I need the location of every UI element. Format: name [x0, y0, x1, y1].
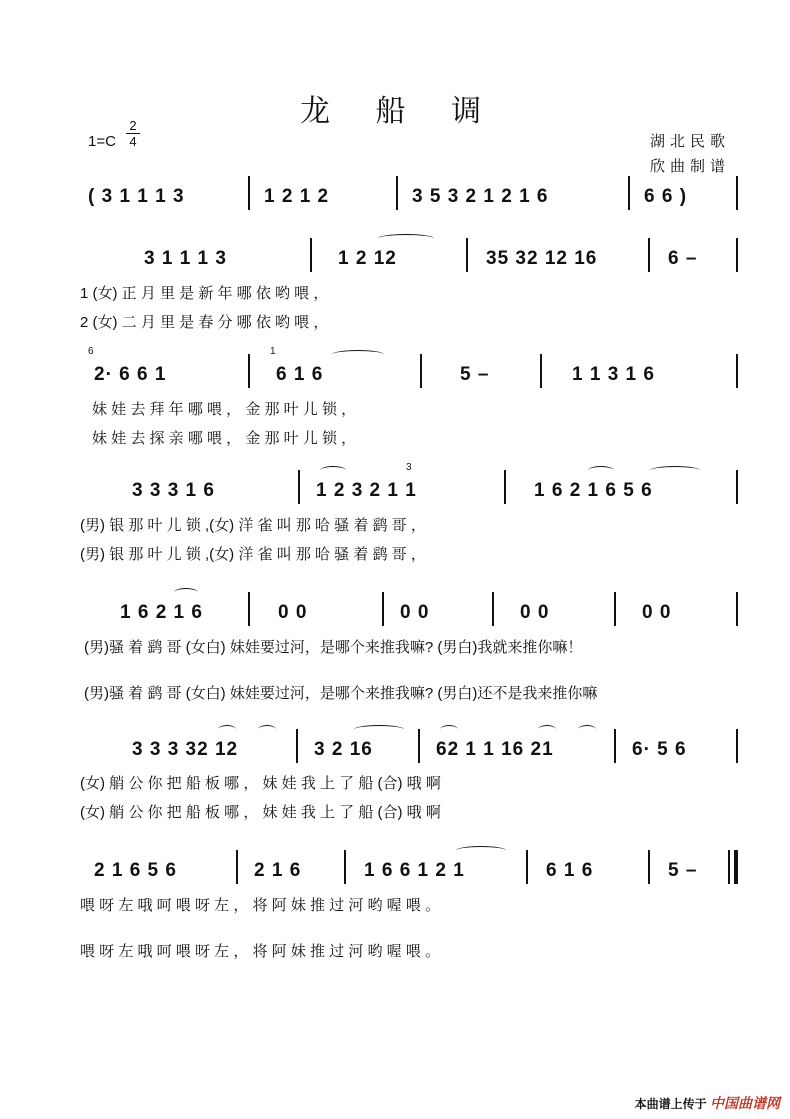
measure: 1 2 3 2 1 1	[316, 480, 417, 501]
lyric-line: (男) 银 那 叶 儿 锁 ,(女) 洋 雀 叫 那 哈 骚 着 鹞 哥 ，	[80, 546, 426, 563]
measure: 3 3 3 32 12	[132, 739, 239, 760]
measure: 1 6 6 1 2 1	[364, 860, 465, 881]
bar-line	[344, 850, 346, 884]
footer	[635, 1093, 780, 1113]
lyric-line: 妹 娃 去 拜 年 哪 喂 ， 金 那 叶 儿 锁 ，	[92, 401, 357, 418]
staff-line	[88, 729, 740, 769]
measure: 62 1 1 16 21	[436, 739, 554, 760]
bar-line	[382, 592, 384, 626]
bar-line	[736, 729, 738, 763]
arranger-label: 欣曲制谱	[650, 158, 731, 175]
grace-note: 6	[88, 346, 94, 357]
tie	[578, 725, 596, 734]
staff-line	[88, 176, 740, 216]
tie	[320, 466, 346, 475]
bar-line	[628, 176, 630, 210]
tie	[456, 846, 506, 855]
measure: ( 3 1 1 1 3	[88, 186, 185, 207]
tie	[538, 725, 556, 734]
measure: 6 1 6	[276, 364, 324, 385]
measure: 5 –	[668, 860, 698, 881]
time-signature	[126, 118, 140, 149]
bar-line	[296, 729, 298, 763]
staff-line	[88, 592, 740, 632]
site-logo[interactable]: 中国曲谱网	[710, 1095, 780, 1111]
bar-line	[736, 176, 738, 210]
lyric-line: 妹 娃 去 探 亲 哪 喂 ， 金 那 叶 儿 锁 ，	[92, 430, 357, 447]
bar-line	[736, 470, 738, 504]
grace-note: 3	[406, 462, 412, 473]
measure: 6· 5 6	[632, 739, 687, 760]
measure: 0 0	[520, 602, 550, 623]
measure: 3 5 3 2 1 2 1 6	[412, 186, 549, 207]
tie	[174, 588, 198, 597]
bar-line	[614, 592, 616, 626]
staff-line	[88, 346, 740, 394]
measure: 1 2 1 2	[264, 186, 330, 207]
tie	[332, 350, 384, 359]
bar-line	[526, 850, 528, 884]
lyric-line: 喂 呀 左 哦 呵 喂 呀 左 ， 将 阿 妹 推 过 河 哟 喔 喂 。	[80, 943, 441, 960]
measure: 2 1 6	[254, 860, 302, 881]
measure: 0 0	[278, 602, 308, 623]
bar-line	[310, 238, 312, 272]
lyric-line: 2 (女) 二 月 里 是 春 分 哪 依 哟 喂 ，	[80, 314, 329, 331]
measure: 1 2 12	[338, 248, 397, 269]
page-title: 龙 船 调	[300, 94, 500, 129]
tie	[258, 725, 276, 734]
bar-line	[466, 238, 468, 272]
final-bar-line	[734, 850, 738, 884]
bar-line	[492, 592, 494, 626]
footer-text: 本曲谱上传于	[634, 1097, 707, 1111]
bar-line	[396, 176, 398, 210]
bar-line	[248, 176, 250, 210]
measure: 3 1 1 1 3	[144, 248, 227, 269]
measure: 1 6 2 1 6	[120, 602, 203, 623]
staff-line	[88, 238, 740, 278]
bar-line	[736, 592, 738, 626]
grace-note: 1	[270, 346, 276, 357]
measure: 3 2 16	[314, 739, 373, 760]
measure: 35 32 12 16	[486, 248, 598, 269]
bar-line	[418, 729, 420, 763]
measure: 2· 6 6 1	[94, 364, 167, 385]
tie	[650, 466, 700, 475]
measure: 2 1 6 5 6	[94, 860, 177, 881]
bar-line	[648, 850, 650, 884]
bar-line	[540, 354, 542, 388]
bar-line	[504, 470, 506, 504]
lyric-line: (男) 银 那 叶 儿 锁 ,(女) 洋 雀 叫 那 哈 骚 着 鹞 哥 ，	[80, 517, 426, 534]
bar-line	[728, 850, 730, 884]
lyric-line: (男)骚 着 鹞 哥 (女白) 妹娃要过河，是哪个来推我嘛? (男白)我就来推你嘛！	[84, 639, 583, 656]
genre-label: 湖北民歌	[650, 133, 731, 150]
measure: 6 –	[668, 248, 698, 269]
bar-line	[236, 850, 238, 884]
bar-line	[614, 729, 616, 763]
bar-line	[248, 354, 250, 388]
tie	[378, 234, 434, 243]
measure: 6 6 )	[644, 186, 688, 207]
tie	[440, 725, 458, 734]
bar-line	[298, 470, 300, 504]
bar-line	[420, 354, 422, 388]
measure: 5 –	[460, 364, 490, 385]
measure: 3 3 3 1 6	[132, 480, 215, 501]
lyric-line: (女) 艄 公 你 把 船 板 哪 ， 妹 娃 我 上 了 船 (合) 哦 啊	[80, 775, 441, 792]
time-numerator: 2	[126, 118, 140, 134]
staff-line	[88, 850, 740, 890]
bar-line	[248, 592, 250, 626]
staff-line	[88, 462, 740, 510]
lyric-line: 喂 呀 左 哦 呵 喂 呀 左 ， 将 阿 妹 推 过 河 哟 喔 喂 。	[80, 897, 441, 914]
tie	[588, 466, 614, 475]
lyric-line: (男)骚 着 鹞 哥 (女白) 妹娃要过河，是哪个来推我嘛? (男白)还不是我来推你嘛	[84, 685, 598, 702]
bar-line	[736, 354, 738, 388]
bar-line	[736, 238, 738, 272]
bar-line	[648, 238, 650, 272]
measure: 6 1 6	[546, 860, 594, 881]
measure: 1 1 3 1 6	[572, 364, 655, 385]
key-signature: 1=C	[88, 133, 116, 150]
lyric-line: 1 (女) 正 月 里 是 新 年 哪 依 哟 喂 ，	[80, 285, 329, 302]
time-denominator: 4	[129, 134, 137, 149]
tie	[354, 725, 404, 734]
tie	[218, 725, 236, 734]
measure: 0 0	[642, 602, 672, 623]
measure: 0 0	[400, 602, 430, 623]
measure: 1 6 2 1 6 5 6	[534, 480, 653, 501]
lyric-line: (女) 艄 公 你 把 船 板 哪 ， 妹 娃 我 上 了 船 (合) 哦 啊	[80, 804, 441, 821]
